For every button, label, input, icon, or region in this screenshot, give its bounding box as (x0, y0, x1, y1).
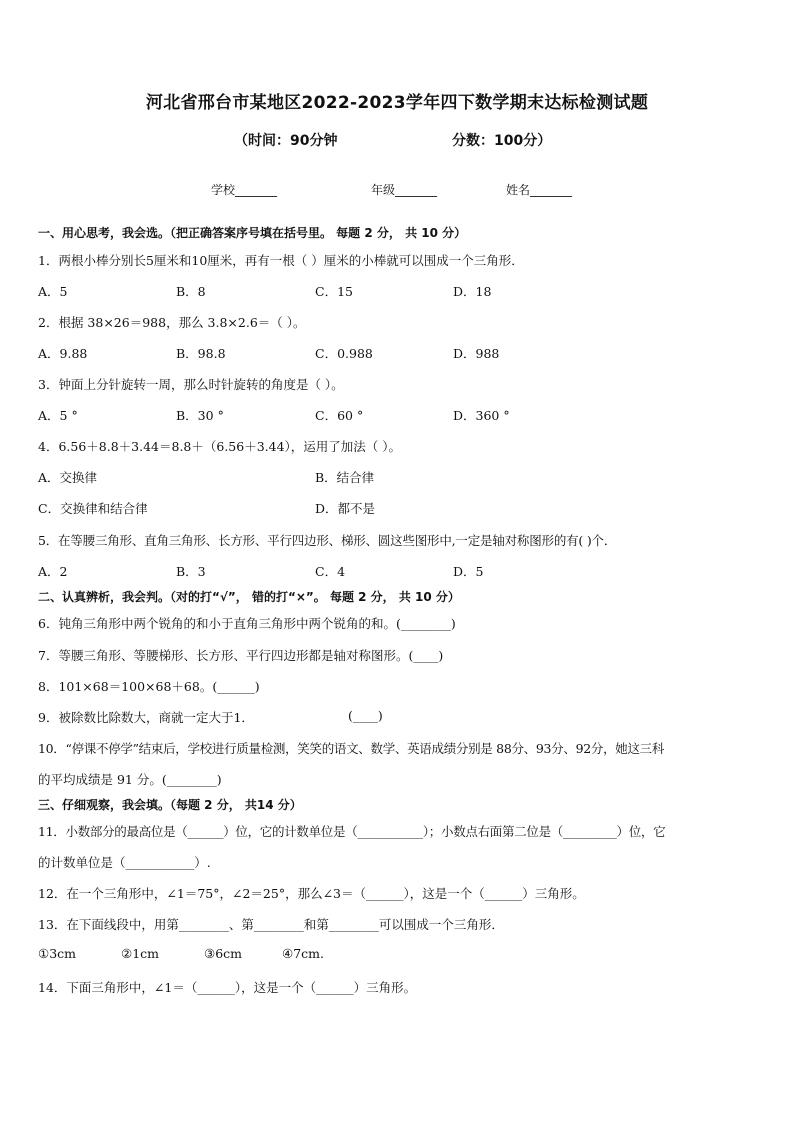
q2-option-b: B．98.8 (176, 346, 226, 361)
q2-option-d: D．988 (453, 346, 500, 361)
exam-score: 分数：100分） (452, 133, 552, 149)
grade-field: 年级_______ (371, 183, 438, 197)
question-12: 12．在一个三角形中，∠1＝75°，∠2＝25°，那么∠3＝（______），这是一个（______）三角形。 (38, 886, 585, 901)
question-13: 13．在下面线段中，用第________、第________和第________可以围成一个三角形． (38, 917, 504, 932)
q1-option-a: A．5 (38, 284, 68, 299)
q4-option-c: C．交换律和结合律 (38, 501, 148, 516)
q5-option-c: C．4 (315, 564, 346, 579)
question-6: 6．钝角三角形中两个锐角的和小于直角三角形中两个锐角的和。(________) (38, 616, 456, 631)
question-9: 9．被除数比除数大，商就一定大于1． (38, 710, 254, 725)
q2-option-c: C．0.988 (315, 346, 373, 361)
question-1: 1．两根小棒分别长5厘米和10厘米，再有一根（ ）厘米的小棒就可以围成一个三角形． (38, 253, 524, 268)
q4-option-d: D．都不是 (315, 501, 376, 516)
q1-option-d: D．18 (453, 284, 492, 299)
question-10-line2: 的平均成绩是 91 分。(________) (38, 772, 222, 787)
q3-option-c: C．60 ° (315, 408, 364, 423)
q13-segment-1: ①3cm (38, 946, 77, 961)
q5-option-a: A．2 (38, 564, 68, 579)
question-11-line1: 11．小数部分的最高位是（______）位，它的计数单位是（___________）；小数点右面第二位是（_________）位，它 (38, 824, 666, 839)
q4-option-b: B．结合律 (315, 470, 375, 485)
q13-segment-4: ④7cm. (282, 946, 324, 961)
name-field: 姓名_______ (506, 183, 573, 197)
q13-segment-2: ②1cm (121, 946, 160, 961)
q9-answer-blank: (____) (348, 708, 383, 723)
q3-option-d: D．360 ° (453, 408, 510, 423)
q1-option-c: C．15 (315, 284, 353, 299)
q1-option-b: B．8 (176, 284, 206, 299)
school-field: 学校_______ (211, 183, 278, 197)
q3-option-a: A．5 ° (38, 408, 78, 423)
q5-option-d: D．5 (453, 564, 484, 579)
section2-heading: 二、认真辨析，我会判。（对的打“√”， 错的打“×”。 每题 2 分， 共 10 分） (38, 590, 460, 604)
question-3: 3．钟面上分针旋转一周，那么时针旋转的角度是（ ）。 (38, 377, 344, 392)
section3-heading: 三、仔细观察，我会填。（每题 2 分， 共14 分） (38, 798, 302, 812)
q13-segment-3: ③6cm (204, 946, 243, 961)
exam-time: （时间：90分钟 (234, 133, 338, 149)
exam-title: 河北省邢台市某地区2022-2023学年四下数学期末达标检测试题 (145, 93, 649, 113)
question-14: 14．下面三角形中，∠1＝（______），这是一个（______）三角形。 (38, 980, 417, 995)
q4-option-a: A．交换律 (38, 470, 98, 485)
question-5: 5．在等腰三角形、直角三角形、长方形、平行四边形、梯形、圆这些图形中,一定是轴对称图形的有( )个． (38, 533, 617, 548)
q2-option-a: A．9.88 (38, 346, 88, 361)
section1-heading: 一、用心思考，我会选。（把正确答案序号填在括号里。 每题 2 分， 共 10 分） (38, 226, 467, 240)
question-10-line1: 10．“停课不停学”结束后，学校进行质量检测，笑笑的语文、数学、英语成绩分别是 88分、93分、92分，她这三科 (38, 741, 665, 756)
question-7: 7．等腰三角形、等腰梯形、长方形、平行四边形都是轴对称图形。(____) (38, 648, 444, 663)
question-11-line2: 的计数单位是（___________）. (38, 855, 211, 870)
question-4: 4．6.56＋8.8＋3.44＝8.8＋（6.56＋3.44），运用了加法（ ）。 (38, 439, 402, 454)
q3-option-b: B．30 ° (176, 408, 224, 423)
question-8: 8．101×68＝100×68＋68。(______) (38, 679, 260, 694)
q5-option-b: B．3 (176, 564, 206, 579)
question-2: 2．根据 38×26＝988，那么 3.8×2.6＝（ ）。 (38, 315, 306, 330)
